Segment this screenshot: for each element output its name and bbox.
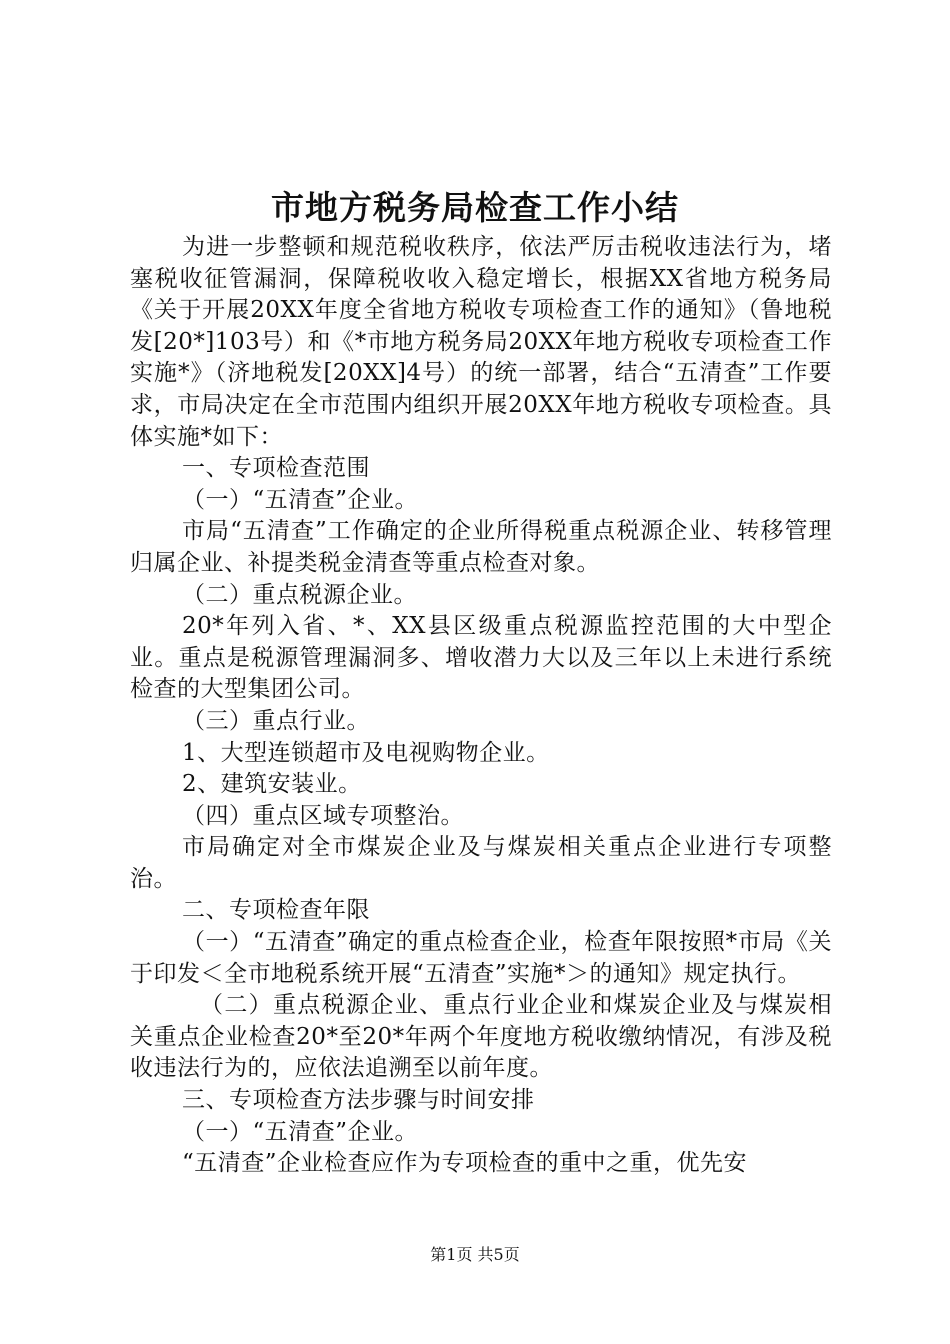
subheading-1-2: （二）重点税源企业。 xyxy=(182,581,417,608)
section-heading-3: 三、专项检查方法步骤与时间安排 xyxy=(182,1087,535,1114)
paragraph-1-2: 20*年列入省、*、XX县区级重点税源监控范围的大中型企业。重点是税源管理漏洞多、增收潜力大以及三年以上未进行系统检查的大型集团公司。 xyxy=(130,613,832,703)
page-footer: 第1页 共5页 xyxy=(430,1245,520,1264)
paragraph-3-1: “五清查”企业检查应作为专项检查的重中之重，优先安 xyxy=(182,1150,748,1177)
paragraph-1-1: 市局“五清查”工作确定的企业所得税重点税源企业、转移管理归属企业、补提类税金清查等重点检查对象。 xyxy=(130,518,832,576)
paragraph-intro: 为进一步整顿和规范税收秩序，依法严厉击税收违法行为，堵塞税收征管漏洞，保障税收收入稳定增长，根据XX省地方税务局《关于开展20XX年度全省地方税收专项检查工作的通知》（鲁地税发[20*]103号）和《*市地方税务局20XX年地方税收专项检查工作实施*》（济地税发[20XX]4号）的统一部署，结合“五清查”工作要求，市局决定在全市范围内组织开展20XX年地方税收专项检查。具体实施*如下： xyxy=(130,234,832,450)
list-item-2: 2、建筑安装业。 xyxy=(182,771,362,798)
section-heading-1: 一、专项检查范围 xyxy=(182,455,370,482)
paragraph-2-1: （一）“五清查”确定的重点检查企业，检查年限按照*市局《关于印发＜全市地税系统开展“五清查”实施*＞的通知》规定执行。 xyxy=(130,929,832,987)
document-title: 市地方税务局检查工作小结 xyxy=(271,188,679,227)
paragraph-2-2: （二）重点税源企业、重点行业企业和煤炭企业及与煤炭相关重点企业检查20*至20*年两个年度地方税收缴纳情况，有涉及税收违法行为的，应依法追溯至以前年度。 xyxy=(130,992,832,1082)
section-heading-2: 二、专项检查年限 xyxy=(182,897,370,924)
subheading-1-4: （四）重点区域专项整治。 xyxy=(182,802,464,829)
subheading-1-3: （三）重点行业。 xyxy=(182,707,370,734)
list-item-1: 1、大型连锁超市及电视购物企业。 xyxy=(182,739,550,766)
subheading-3-1: （一）“五清查”企业。 xyxy=(182,1118,419,1145)
subheading-1-1: （一）“五清查”企业。 xyxy=(182,486,419,513)
paragraph-1-4: 市局确定对全市煤炭企业及与煤炭相关重点企业进行专项整治。 xyxy=(130,834,832,892)
document-body xyxy=(130,232,832,1180)
